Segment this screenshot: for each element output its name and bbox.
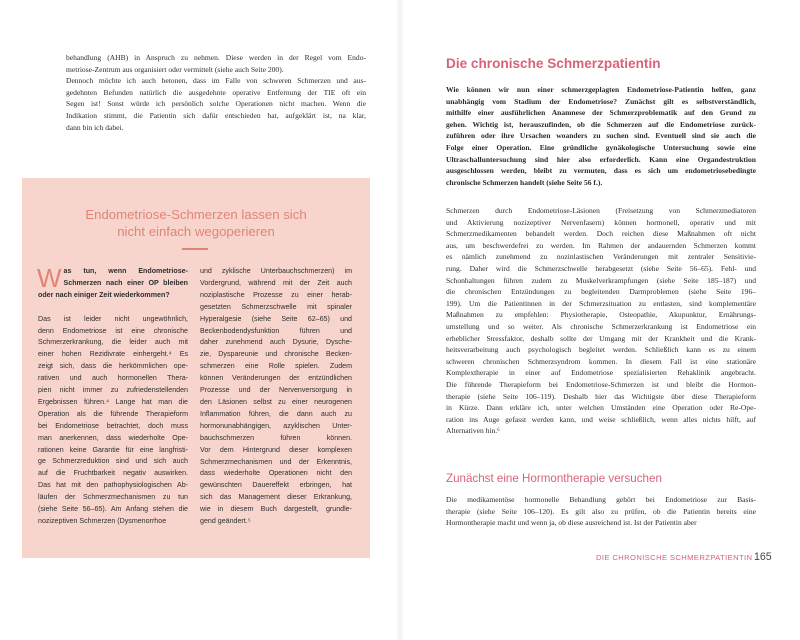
text-line: (siehe Seite 56–65). Am Anfang stehen die xyxy=(38,505,188,514)
text-line: erheblicher Stressfaktor, deshalb sollte der Umgang mit der Krankheit und die Krank- xyxy=(446,333,756,343)
text-line: Das hat mit den pathophysiologischen Ab- xyxy=(38,481,188,490)
text-line: pien nicht immer zu zufriedenstellenden xyxy=(38,386,188,395)
right-page xyxy=(400,0,800,640)
text-line: heitsverarbeitung auch psychologisch begleitet werden. Schließlich kann es zu einem xyxy=(446,345,756,355)
text-line: Maßnahmen zu empfehlen: Physiotherapie, Osteopathie, Akupunktur, Ernährungs- xyxy=(446,310,756,320)
sidebar-title-rule xyxy=(182,248,208,250)
sidebar-title-line-2: nicht einfach wegoperieren xyxy=(117,224,275,239)
dropcap-letter: W xyxy=(37,263,62,293)
text-line: gedehnten Befunden natürlich die ausgedehnte operative Entfernung der TIE oft ein xyxy=(66,87,366,97)
text-line: in Kürze. Dann erkläre ich, unter welchen Umständen eine Operation oder Re-Ope- xyxy=(446,403,756,413)
text-line: denn Endometriose ist eine chronische xyxy=(38,326,188,335)
sidebar-box xyxy=(22,178,370,558)
subheading: Zunächst eine Hormontherapie versuchen xyxy=(446,472,662,485)
text-line: Das ist leider nicht ungewöhnlich, xyxy=(38,314,188,323)
sidebar-title xyxy=(42,206,350,240)
text-line: therapie (siehe Seite 106–120). Es gilt also zu prüfen, ob die Patientin bereits eine xyxy=(446,506,756,516)
text-line: Vordergrund, während mit der Zeit auch xyxy=(200,278,352,287)
text-line: bauchschmerzen führen können. xyxy=(200,433,352,442)
text-line: wie in diesem Buch dargestellt, grundle- xyxy=(200,505,352,514)
text-line: Die führende Therapieform bei Endometriose-Schmerzen ist und bleibt die Hormon- xyxy=(446,379,756,389)
page-number: 165 xyxy=(754,551,772,563)
text-line: bei Endometriose betrachtet, doch muss xyxy=(38,421,188,430)
text-line: Operation als die führende Therapieform xyxy=(38,409,188,418)
text-line: mithilfe einer ausführlichen Anamnese der Schmerzproblematik auf den Grund zu xyxy=(446,108,756,118)
text-line: und Aktivierung nozizeptiver Nervenfasern) können hormonell, operativ und mit xyxy=(446,217,756,227)
text-line: 199). Um die Patientinnen in der Schmerzsituation zu entlasten, sind komplementäre xyxy=(446,298,756,308)
sidebar-column-2 xyxy=(200,266,352,528)
text-line: Ergebnissen führen.⁴ Lange hat man die xyxy=(38,397,188,406)
text-line: dann bin ich dabei. xyxy=(66,122,124,132)
body-text xyxy=(446,205,756,437)
text-line: können Veränderungen der entzündlichen xyxy=(200,374,352,383)
text-line: rativen und auch hormonellen Thera- xyxy=(38,374,188,383)
text-line: ration ins Auge gefasst werden kann, und weise schließlich, wenn alles nichts hilft, auf xyxy=(446,414,756,424)
text-line: Hyperalgesie (siehe Seite 62–65) und xyxy=(200,314,352,323)
text-line: Komplextherapie in einer auf Endometriose spezialisierten Rehaklinik angebracht. xyxy=(446,368,756,378)
text-line: rung. Daher wird die Schmerzschwelle herabgesetzt (siehe Seite 56–65). Fehl- und xyxy=(446,263,756,273)
text-line: schmerzen eine Rolle spielen. Zudem xyxy=(200,362,352,371)
running-footer: DIE CHRONISCHE SCHMERZPATIENTIN xyxy=(596,553,753,562)
text-line: Hormontherapie macht und wenn ja, ob diese ausreichend ist. Ist der Patientin aber xyxy=(446,518,697,528)
text-line: Dennoch möchte ich auch betonen, dass im Falle von schweren Schmerzen und aus- xyxy=(66,76,366,86)
text-line: Schmerzerkrankung, die leider auch mit xyxy=(38,338,188,347)
text-line: Vor dem Hintergrund dieser komplexen xyxy=(200,445,352,454)
text-line: Schmerzen nach einer OP bleiben xyxy=(63,278,188,287)
text-line: zie, Dyspareunie und chronische Becken- xyxy=(200,350,352,359)
sidebar-title-line-1: Endometriose-Schmerzen lassen sich xyxy=(85,207,307,222)
left-top-text xyxy=(66,52,366,133)
lead-paragraph xyxy=(446,84,756,188)
text-line: gehen. Wichtig ist, herauszufinden, ob die Schmerzen auf die Endometriose zurück- xyxy=(446,119,756,129)
text-line: schweren chronischen Schmerzsyndrom kommen. In diesem Fall ist eine stationäre xyxy=(446,356,756,366)
text-line: daher zunehmend auch Dysurie, Dysche- xyxy=(200,338,352,347)
text-line: noziplastische Prozesse zu einer herab- xyxy=(200,290,352,299)
sidebar-column-2-text xyxy=(200,266,352,528)
text-line: aus, um beschwerdefrei zu werden. Im Rahmen der andauernden Schmerzen kommt xyxy=(446,240,756,250)
text-line: Die medikamentöse hormonelle Behandlung gehört bei Endometriose zur Basis- xyxy=(446,495,756,504)
text-line: Segen ist! Sonst würde ich persönlich solche Operationen nicht machen. Wenn die xyxy=(66,99,366,109)
text-line: Ultraschalluntersuchung sind hier also erforderlich. Kann eine Organdestruktion xyxy=(446,154,756,164)
text-line: Schonhaltungen führen zudem zu Muskelverkrampfungen (siehe Seite 185–187) und xyxy=(446,275,756,285)
text-line: man anerkennen, dass wiederholte Ope- xyxy=(38,433,188,442)
text-line: Schmerzmedikamenten behandelt werden. Doch reichen diese Maßnahmen oft nicht xyxy=(446,229,756,239)
text-line: zuführen oder ihre Ursachen woanders zu suchen sind. Eventuell sind sie auch die xyxy=(446,131,756,141)
text-line: zeigt sich, dass die herkömmlichen ope- xyxy=(38,362,188,371)
text-line: Beckenbodendysfunktion führen und xyxy=(200,326,352,335)
text-line: rationen keine Garantie für eine langfristi- xyxy=(38,445,188,454)
text-line: ge Schmerzreduktion sind und sich auch xyxy=(38,457,188,466)
left-paragraph-2 xyxy=(66,75,366,133)
section-heading: Die chronische Schmerzpatientin xyxy=(446,56,661,71)
text-line: dass wiederholte Operationen nicht den xyxy=(200,469,352,478)
body-paragraph-2 xyxy=(446,494,756,529)
text-line: unabhängig vom Stadium der Endometriose? Zunächst gilt es selbstverständlich, xyxy=(446,96,756,106)
text-line: ausgeschlossen werden, bleibt zu vermuten, dass es sich um endometriosebedingte xyxy=(446,166,756,176)
text-line: chronische Schmerzen handelt (siehe Seite 56 f.). xyxy=(446,177,603,187)
text-line: Folge einer Operation. Eine gründliche gynäkologische Untersuchung sowie eine xyxy=(446,142,756,152)
text-line: Wie können wir nun einer schmerzgeplagten Endometriose-Patientin helfen, ganz xyxy=(446,85,756,94)
text-line: gewünschten Dauereffekt erbringen, hat xyxy=(200,481,352,490)
text-line: den Läsionen selbst zu einer neurogenen xyxy=(200,397,352,406)
text-line: sich das Management dieser Erkrankung, xyxy=(200,493,352,502)
text-line: as tun, wenn Endometriose- xyxy=(63,267,188,275)
text-line: metriose-Zentrum aus organisiert oder vermittelt (siehe auch Seite 200). xyxy=(66,64,284,74)
text-line: behandlung (AHB) in Anspruch zu nehmen. Diese werden in der Regel vom Endo- xyxy=(66,53,366,62)
text-line: die chronischen Entzündungen zu begleitenden Darmproblemen (siehe Seite 196– xyxy=(446,287,756,297)
text-line: gend geändert.⁵ xyxy=(200,517,251,526)
text-line: oder nach einiger Zeit wiederkommen? xyxy=(38,290,170,299)
text-line: Indikation stimmt, die Patientin sich dafür entschieden hat, aufgeklärt ist, na klar, xyxy=(66,110,366,120)
text-line: läufen der Schmerzmechanismen zu tun xyxy=(38,493,188,502)
text-line: Alternativen hin.⁶ xyxy=(446,426,500,436)
text-line: es nämlich zunehmend zu nozinlastischen Veränderungen mit zentraler Sensitivie- xyxy=(446,252,756,262)
sidebar-column-1-text xyxy=(38,314,188,528)
text-line: nozizeptiven Schmerzen (Dysmenorrhoe xyxy=(38,517,167,526)
body-paragraph xyxy=(446,205,756,437)
body-text-2 xyxy=(446,494,756,529)
text-line: Prozesse und der Nervenversorgung in xyxy=(200,386,352,395)
left-paragraph-1 xyxy=(66,52,366,75)
text-line: gesetzten Schmerzschwelle mit spinaler xyxy=(200,302,352,311)
sidebar-column-1 xyxy=(37,263,188,528)
text-line: therapie (siehe Seite 106–119). Deshalb hier das Wichtigste über diese Therapieform xyxy=(446,391,756,401)
text-line: Schmerzen durch Endometriose-Läsionen (Freisetzung von Schmerzmediatoren xyxy=(446,206,756,215)
text-line: Inflammation führen, die dann auch zu xyxy=(200,409,352,418)
lead-paragraph-text xyxy=(446,84,756,188)
text-line: Schmerzmechanismen und der Erkenntnis, xyxy=(200,457,352,466)
text-line: und zyklische Unterbauchschmerzen) im xyxy=(200,267,352,275)
text-line: hormonunabhängigen, azyklischen Unter- xyxy=(200,421,352,430)
text-line: umstellung und so weiter. Als chronische Schmerzerkrankung ist Endometriose ein xyxy=(446,321,756,331)
text-line: einer hohen Rezidivrate einhergeht.⁴ Es xyxy=(38,350,188,359)
text-line: auf die Fruchtbarkeit negativ auswirken. xyxy=(38,469,188,478)
